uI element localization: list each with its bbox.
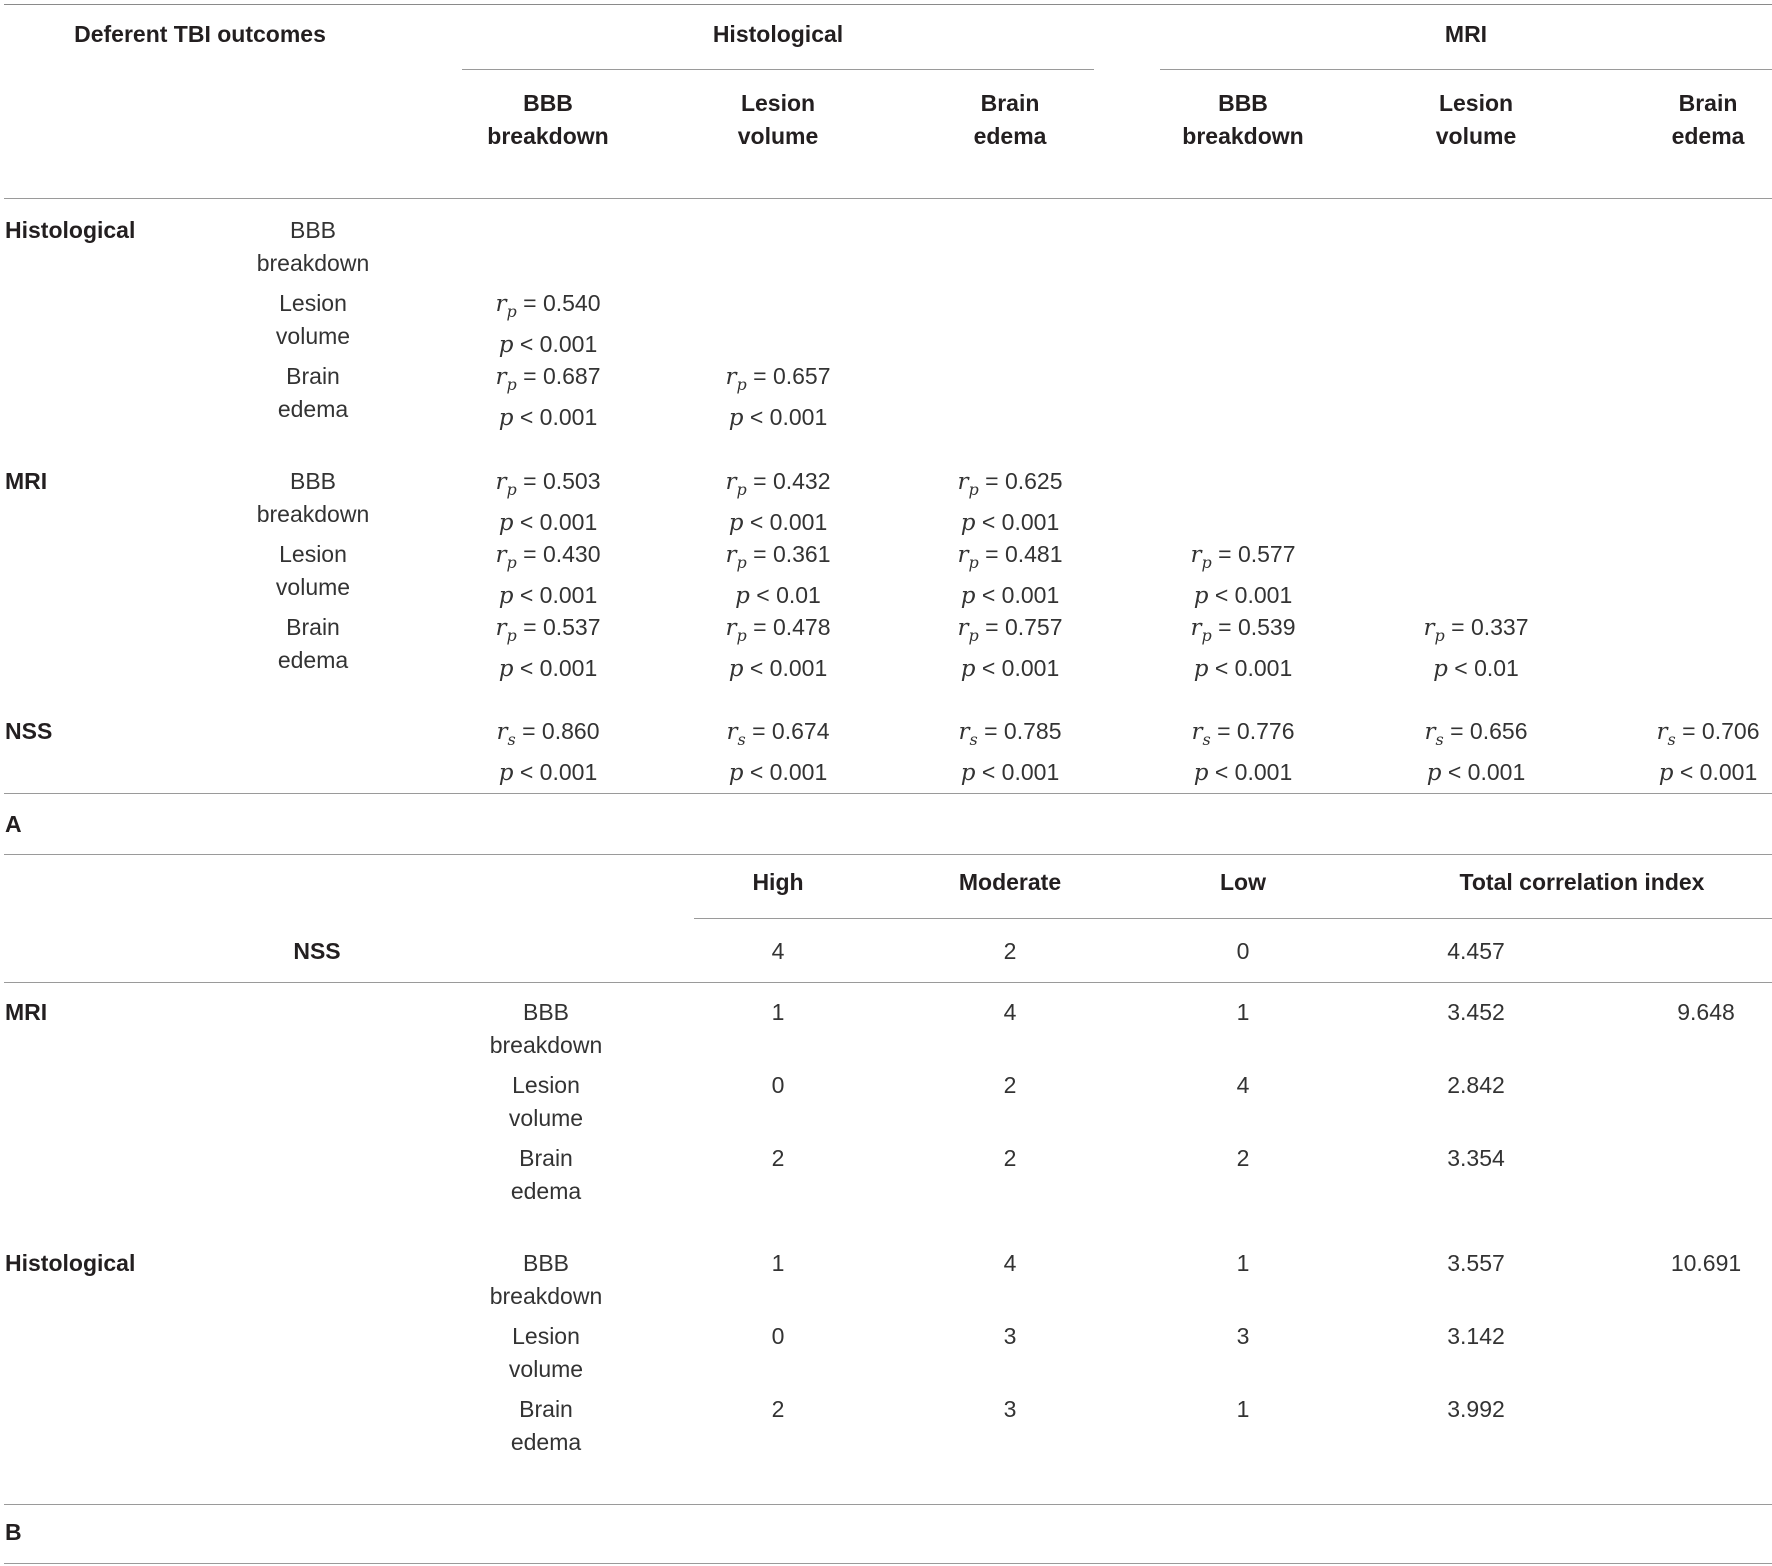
cell-value: 4: [1236, 1072, 1250, 1098]
p-value: p < 0.001: [728, 655, 828, 682]
cell-value: 2: [771, 1145, 785, 1171]
correlation-coefficient: $r_p = 0.478$: [725, 614, 831, 645]
column-header-line1: Lesion: [1438, 90, 1514, 116]
correlation-coefficient: $r_p = 0.657$: [725, 363, 831, 394]
column-header: Low: [1220, 869, 1266, 895]
correlation-coefficient: $r_p = 0.361$: [725, 541, 831, 572]
cell-value: 4: [1003, 1250, 1017, 1276]
row-label-line1: Brain: [519, 1145, 573, 1171]
column-header-line2: breakdown: [1182, 123, 1304, 149]
correlation-cell: [495, 538, 600, 613]
nss-row-rule: [4, 982, 1772, 983]
cell-value: 3: [1236, 1323, 1250, 1349]
cell-value: 4: [1003, 999, 1017, 1025]
nss-value: 2: [1003, 938, 1017, 964]
correlation-cell: [1192, 715, 1295, 790]
row-label-line2: breakdown: [256, 250, 370, 276]
nss-value: 0: [1236, 938, 1250, 964]
correlation-coefficient: $r_s = 0.860$: [496, 718, 600, 749]
row-label-line2: edema: [277, 647, 349, 673]
table-a-bottom-rule: [4, 793, 1772, 794]
table-b-header-rule: [694, 918, 1772, 919]
figure-bottom-rule: [4, 1563, 1772, 1564]
correlation-cell: [1190, 538, 1295, 613]
row-label-line1: BBB: [522, 1250, 570, 1276]
nss-row-label: NSS: [293, 938, 341, 964]
p-value: p < 0.01: [1433, 655, 1519, 682]
correlation-coefficient: $r_s = 0.656$: [1424, 718, 1528, 749]
correlation-coefficient: $r_p = 0.625$: [957, 468, 1063, 499]
column-header-line1: BBB: [523, 90, 573, 116]
correlation-coefficient: $r_s = 0.776$: [1191, 718, 1295, 749]
correlation-coefficient: $r_p = 0.577$: [1190, 541, 1296, 572]
correlation-coefficient: $r_p = 0.540$: [495, 290, 601, 321]
row-label-line2: edema: [277, 396, 349, 422]
correlation-coefficient: $r_p = 0.503$: [495, 468, 601, 499]
column-header-line2: volume: [737, 123, 819, 149]
column-header-line1: BBB: [1218, 90, 1268, 116]
cell-value: 3.557: [1447, 1250, 1505, 1276]
cell-value: 0: [771, 1072, 785, 1098]
row-label-line2: volume: [508, 1105, 584, 1131]
row-label-line1: BBB: [522, 999, 570, 1025]
table-b-top-rule: [4, 854, 1772, 855]
column-header-line1: Brain: [980, 90, 1040, 116]
correlation-cell: [495, 287, 600, 362]
p-value: p < 0.001: [1426, 759, 1526, 786]
correlation-cell: [957, 538, 1062, 613]
cell-value: 2.842: [1447, 1072, 1505, 1098]
column-header: Total correlation index: [1459, 869, 1705, 895]
p-value: p < 0.001: [498, 509, 598, 536]
group-label: Histological: [5, 1250, 136, 1276]
correlation-coefficient: $r_p = 0.337$: [1423, 614, 1529, 645]
mri-span-rule: [1160, 69, 1772, 70]
cell-value: 2: [1003, 1072, 1017, 1098]
cell-value: 2: [771, 1396, 785, 1422]
row-label-line1: Lesion: [279, 541, 347, 567]
cell-value: 1: [771, 1250, 785, 1276]
cell-value: 1: [771, 999, 785, 1025]
correlation-cell: [495, 611, 600, 686]
cell-value: 3.354: [1447, 1145, 1505, 1171]
cell-value: 3: [1003, 1323, 1017, 1349]
p-value: p < 0.001: [498, 331, 598, 358]
cell-value: 3: [1003, 1396, 1017, 1422]
row-label-line1: Brain: [286, 614, 340, 640]
correlation-cell: [495, 360, 600, 435]
cell-value: 2: [1236, 1145, 1250, 1171]
column-header-line1: Lesion: [740, 90, 816, 116]
cell-value: 0: [771, 1323, 785, 1349]
cell-value: 2: [1003, 1145, 1017, 1171]
group-total-index: 10.691: [1670, 1250, 1742, 1276]
correlation-cell: [497, 715, 600, 790]
cell-value: 3.142: [1447, 1323, 1505, 1349]
correlation-coefficient: $r_p = 0.757$: [957, 614, 1063, 645]
correlation-cell: [959, 715, 1062, 790]
nss-value: 4.457: [1447, 938, 1505, 964]
p-value: p < 0.001: [960, 582, 1060, 609]
p-value: p < 0.001: [728, 759, 828, 786]
panel-label-a: A: [5, 811, 22, 837]
correlation-cell: [957, 465, 1062, 540]
correlation-coefficient: $r_p = 0.432$: [725, 468, 831, 499]
correlation-cell: [1425, 715, 1528, 790]
p-value: p < 0.001: [1193, 582, 1293, 609]
row-label-line1: BBB: [289, 217, 337, 243]
correlation-cell: [957, 611, 1062, 686]
row-group-label: Histological: [5, 217, 136, 243]
p-value: p < 0.001: [960, 655, 1060, 682]
p-value: p < 0.001: [498, 655, 598, 682]
correlation-coefficient: $r_s = 0.785$: [958, 718, 1062, 749]
row-label-line2: breakdown: [489, 1032, 603, 1058]
row-label-line1: Brain: [519, 1396, 573, 1422]
row-label-line2: edema: [510, 1178, 582, 1204]
row-label-line1: Brain: [286, 363, 340, 389]
row-label-line2: volume: [508, 1356, 584, 1382]
histological-span-rule: [462, 69, 1094, 70]
row-group-label: MRI: [5, 468, 48, 494]
group-header-histological: Histological: [712, 21, 844, 47]
cell-value: 1: [1236, 999, 1250, 1025]
correlation-cell: [1190, 611, 1295, 686]
row-label-line2: breakdown: [256, 501, 370, 527]
row-group-label: NSS: [5, 718, 53, 744]
correlation-cell: [727, 715, 830, 790]
table-b-bottom-rule: [4, 1504, 1772, 1505]
p-value: p < 0.001: [1193, 759, 1293, 786]
group-total-index: 9.648: [1677, 999, 1735, 1025]
correlation-coefficient: $r_p = 0.539$: [1190, 614, 1296, 645]
correlation-coefficient: $r_p = 0.537$: [495, 614, 601, 645]
correlation-coefficient: $r_p = 0.687$: [495, 363, 601, 394]
cell-value: 1: [1236, 1396, 1250, 1422]
column-header: Moderate: [958, 869, 1062, 895]
row-label-line2: volume: [275, 323, 351, 349]
cell-value: 3.992: [1447, 1396, 1505, 1422]
corner-header: Deferent TBI outcomes: [74, 21, 326, 47]
correlation-coefficient: $r_p = 0.481$: [957, 541, 1063, 572]
p-value: p < 0.001: [498, 759, 598, 786]
column-header-line2: edema: [973, 123, 1047, 149]
correlation-cell: [1657, 715, 1760, 790]
correlation-cell: [1423, 611, 1528, 686]
p-value: p < 0.001: [1193, 655, 1293, 682]
p-value: p < 0.001: [960, 759, 1060, 786]
p-value: p < 0.001: [498, 582, 598, 609]
p-value: p < 0.001: [498, 404, 598, 431]
panel-label-b: B: [5, 1519, 22, 1545]
correlation-coefficient: $r_s = 0.674$: [726, 718, 830, 749]
correlation-coefficient: $r_s = 0.706$: [1656, 718, 1760, 749]
column-header-line1: Brain: [1678, 90, 1738, 116]
column-header-line2: breakdown: [487, 123, 609, 149]
correlation-coefficient: $r_p = 0.430$: [495, 541, 601, 572]
header-bottom-rule: [4, 198, 1772, 199]
row-label-line2: breakdown: [489, 1283, 603, 1309]
correlation-cell: [725, 538, 830, 613]
row-label-line1: Lesion: [512, 1323, 580, 1349]
correlation-cell: [495, 465, 600, 540]
column-header: High: [752, 869, 804, 895]
nss-value: 4: [771, 938, 785, 964]
p-value: p < 0.001: [1658, 759, 1758, 786]
table-top-rule: [4, 4, 1772, 5]
p-value: p < 0.01: [735, 582, 821, 609]
p-value: p < 0.001: [960, 509, 1060, 536]
column-header-line2: volume: [1435, 123, 1517, 149]
cell-value: 1: [1236, 1250, 1250, 1276]
p-value: p < 0.001: [728, 509, 828, 536]
row-label-line1: Lesion: [512, 1072, 580, 1098]
cell-value: 3.452: [1447, 999, 1505, 1025]
row-label-line2: volume: [275, 574, 351, 600]
column-header-line2: edema: [1671, 123, 1745, 149]
p-value: p < 0.001: [728, 404, 828, 431]
correlation-cell: [725, 465, 830, 540]
row-label-line1: BBB: [289, 468, 337, 494]
correlation-cell: [725, 360, 830, 435]
row-label-line2: edema: [510, 1429, 582, 1455]
correlation-cell: [725, 611, 830, 686]
group-header-mri: MRI: [1444, 21, 1488, 47]
group-label: MRI: [5, 999, 48, 1025]
row-label-line1: Lesion: [279, 290, 347, 316]
